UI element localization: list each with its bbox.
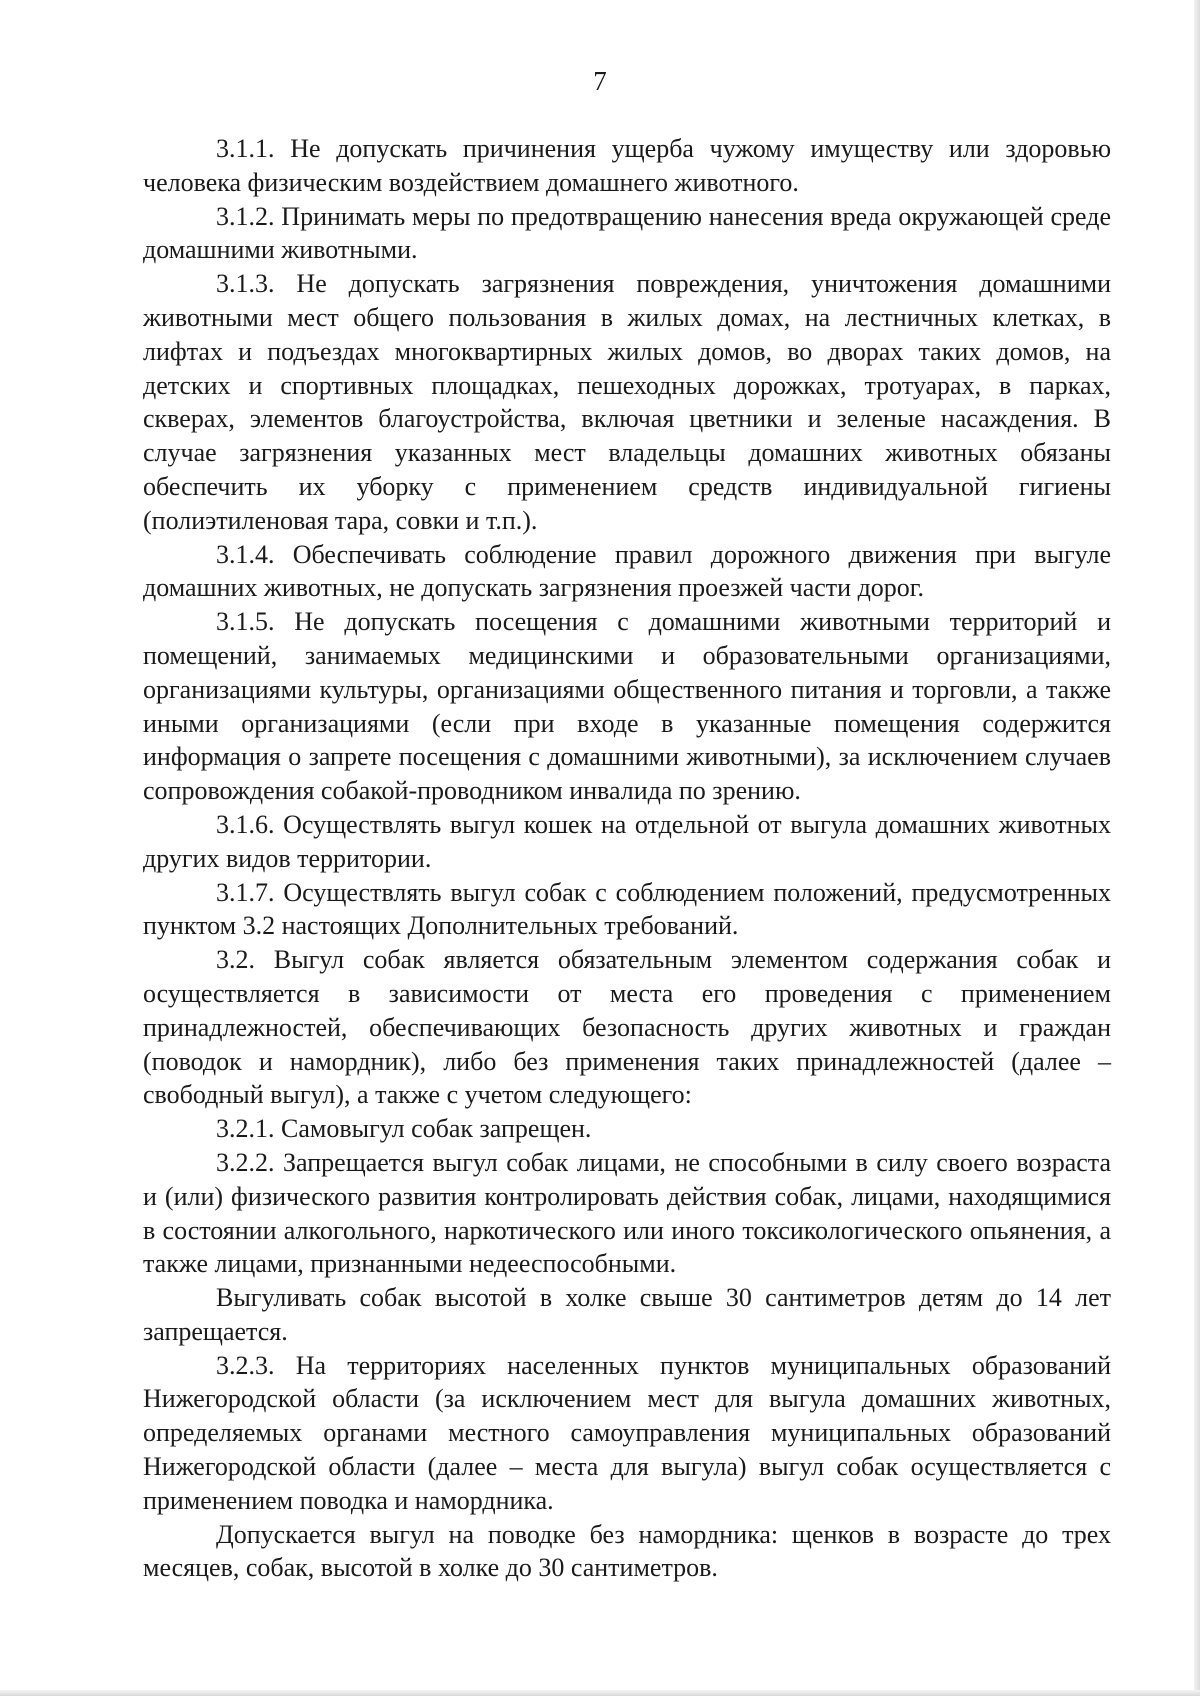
- paragraph-3-1-5: 3.1.5. Не допускать посещения с домашними животными территорий и помещений, занимаемых медицинскими и образовательными организациями, организациями культуры, организациями общественного питания и торговли, а также иными организациями (если при входе в указанные помещения содержится информация о запрете посещения с домашними животными), за исключением случаев сопровождения собакой-проводником инвалида по зрению.: [143, 607, 1111, 806]
- paragraph-3-2-3-continuation: Допускается выгул на поводке без намордника: щенков в возрасте до трех месяцев, собак, высотой в холке до 30 сантиметров.: [143, 1519, 1111, 1583]
- paragraph-3-2-2: 3.2.2. Запрещается выгул собак лицами, не способными в силу своего возраста и (или) физического развития контролировать действия собак, лицами, находящимися в состоянии алкогольного, наркотического или иного токсикологического опьянения, а также лицами, признанными недееспособными.: [143, 1147, 1111, 1279]
- paragraph-3-2-2-continuation: Выгуливать собак высотой в холке свыше 30 сантиметров детям до 14 лет запрещается.: [143, 1283, 1111, 1346]
- paragraph-3-1-1: 3.1.1. Не допускать причинения ущерба чужому имуществу или здоровью человека физическим воздействием домашнего животного.: [143, 134, 1111, 197]
- page-number: 7: [593, 66, 607, 96]
- scan-edge-bottom: [0, 1690, 1200, 1696]
- paragraph-3-2-3: 3.2.3. На территориях населенных пунктов муниципальных образований Нижегородской области (за исключением мест для выгула домашних животных, определяемых органами местного самоуправления муниципальных образований Нижегородской области (далее – места для выгула) выгул собак осуществляется с применением поводка и намордника.: [143, 1350, 1111, 1515]
- paragraph-3-1-2: 3.1.2. Принимать меры по предотвращению нанесения вреда окружающей среде домашними животными.: [143, 201, 1111, 265]
- scan-edge-right: [1194, 0, 1200, 1696]
- paragraph-3-1-4: 3.1.4. Обеспечивать соблюдение правил дорожного движения при выгуле домашних животных, не допускать загрязнения проезжей части дорог.: [143, 539, 1111, 603]
- paragraph-3-1-3: 3.1.3. Не допускать загрязнения повреждения, уничтожения домашними животными мест общего пользования в жилых домах, на лестничных клетках, в лифтах и подъездах многоквартирных жилых домов, во дворах таких домов, на детских и спортивных площадках, пешеходных дорожках, тротуарах, в парках, скверах, элементов благоустройства, включая цветники и зеленые насаждения. В случае загрязнения указанных мест владельцы домашних животных обязаны обеспечить их уборку с применением средств индивидуальной гигиены (полиэтиленовая тара, совки и т.п.).: [143, 269, 1111, 535]
- paragraph-3-1-7: 3.1.7. Осуществлять выгул собак с соблюдением положений, предусмотренных пунктом 3.2 настоящих Дополнительных требований.: [143, 877, 1111, 941]
- paragraph-3-2: 3.2. Выгул собак является обязательным элементом содержания собак и осуществляется в зависимости от места его проведения с применением принадлежностей, обеспечивающих безопасность других животных и граждан (поводок и намордник), либо без применения таких принадлежностей (далее – свободный выгул), а также с учетом следующего:: [143, 945, 1111, 1110]
- paragraph-3-1-6: 3.1.6. Осуществлять выгул кошек на отдельной от выгула домашних животных других видов территории.: [143, 809, 1111, 873]
- document-body: [143, 132, 1111, 1585]
- paragraph-3-2-1: 3.2.1. Самовыгул собак запрещен.: [216, 1114, 592, 1144]
